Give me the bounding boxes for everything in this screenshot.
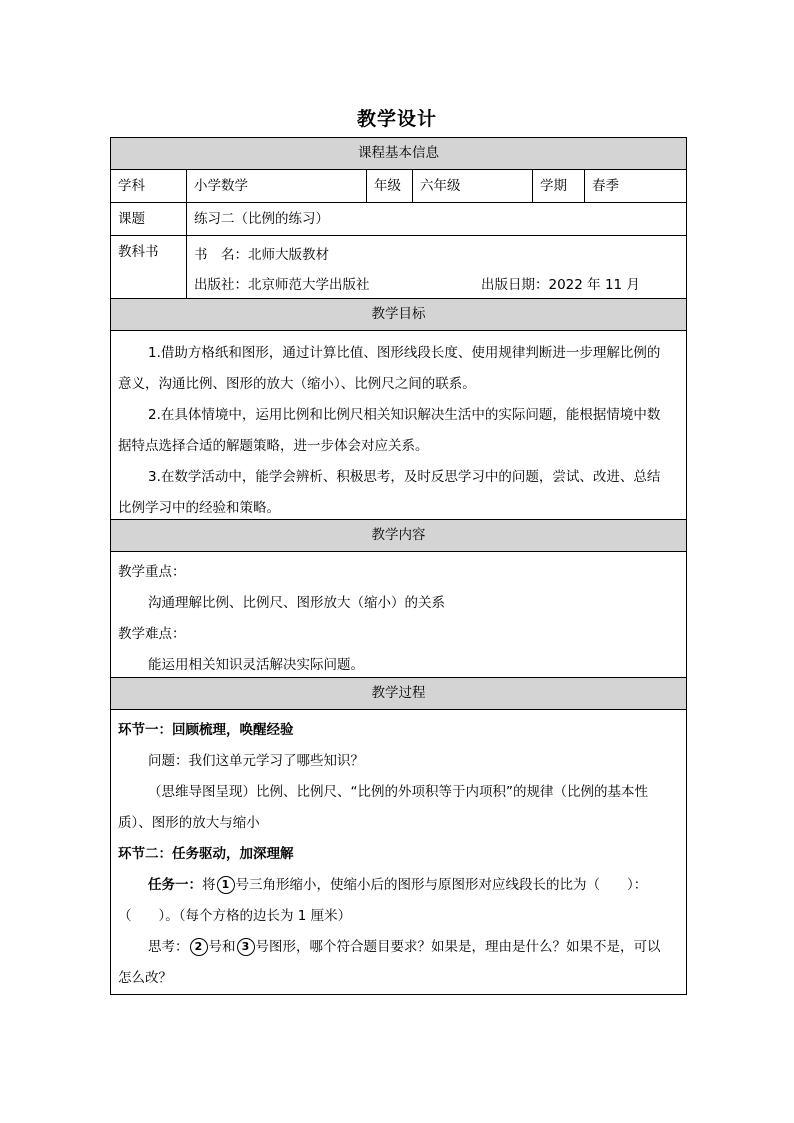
step1-question: 问题：我们这单元学习了哪些知识？ [148,753,364,769]
think-label: 思考： [148,939,189,955]
book-name: 书 名：北师大版教材 [194,247,329,263]
lesson-plan-table [110,137,687,995]
section-header-content: 教学内容 [111,520,686,552]
key-point-label: 教学重点： [118,564,186,580]
info-row-topic [111,203,686,236]
textbook-details [186,236,686,298]
step1-title: 环节一：回顾梳理，唤醒经验 [118,722,294,738]
section-header-basic-info: 课程基本信息 [111,138,686,170]
objective-line: 2.在具体情境中，运用比例和比例尺相关知识解决生活中的实际问题，能根据情境中数 [148,407,661,423]
step1-line: 质）、图形的放大与缩小 [118,815,260,831]
step2-title: 环节二：任务驱动，加深理解 [118,846,294,862]
publication-date: 出版日期：2022 年 11 月 [481,277,640,293]
topic-value: 练习二（比例的练习） [186,203,686,235]
circled-number-1: 1 [217,876,235,894]
textbook-label: 教科书 [118,244,159,260]
difficulty-text: 能运用相关知识灵活解决实际问题。 [148,657,364,673]
task1-line-2: （ ）。（每个方格的边长为 1 厘米） [118,908,352,924]
task1-text: 号三角形缩小，使缩小后的图形与原图形对应线段长的比为（ ）： [235,877,648,893]
grade-value: 六年级 [412,170,532,202]
info-row-textbook [111,236,686,299]
grade-label: 年级 [366,170,412,202]
objective-line: 意义，沟通比例、图形的放大（缩小）、比例尺之间的联系。 [118,376,476,392]
step1-line: （思维导图呈现）比例、比例尺、“比例的外项积等于内项积”的规律（比例的基本性 [148,784,648,800]
term-label: 学期 [532,170,584,202]
task1-text: 将 [202,877,216,893]
key-point-text: 沟通理解比例、比例尺、图形放大（缩小）的关系 [148,595,445,611]
difficulty-label: 教学难点： [118,626,186,642]
objectives-body [111,331,686,520]
task1-label: 任务一： [148,877,202,893]
think-line-2: 怎么改？ [118,970,172,986]
content-body [111,552,686,678]
subject-value: 小学数学 [186,170,366,202]
circled-number-2: 2 [190,938,208,956]
publisher: 出版社：北京师范大学出版社 [194,277,370,293]
info-row-subject [111,170,686,203]
think-line [148,935,661,956]
think-text: 号和 [208,939,236,955]
objective-line: 据特点选择合适的解题策略，进一步体会对应关系。 [118,438,429,454]
section-header-objectives: 教学目标 [111,299,686,331]
section-header-process: 教学过程 [111,678,686,710]
objective-line: 3.在数学活动中，能学会辨析、积极思考，及时反思学习中的问题，尝试、改进、总结 [148,469,661,485]
term-value: 春季 [584,170,686,202]
topic-label: 课题 [118,211,145,227]
subject-label: 学科 [118,178,145,194]
think-text: 号图形，哪个符合题目要求？如果是，理由是什么？如果不是，可以 [255,939,661,955]
circled-number-3: 3 [237,938,255,956]
task1-line [148,873,647,894]
document-title: 教学设计 [356,108,437,130]
process-body [111,710,686,994]
objective-line: 比例学习中的经验和策略。 [118,500,280,516]
objective-line: 1.借助方格纸和图形，通过计算比值、图形线段长度、使用规律判断进一步理解比例的 [148,345,661,361]
